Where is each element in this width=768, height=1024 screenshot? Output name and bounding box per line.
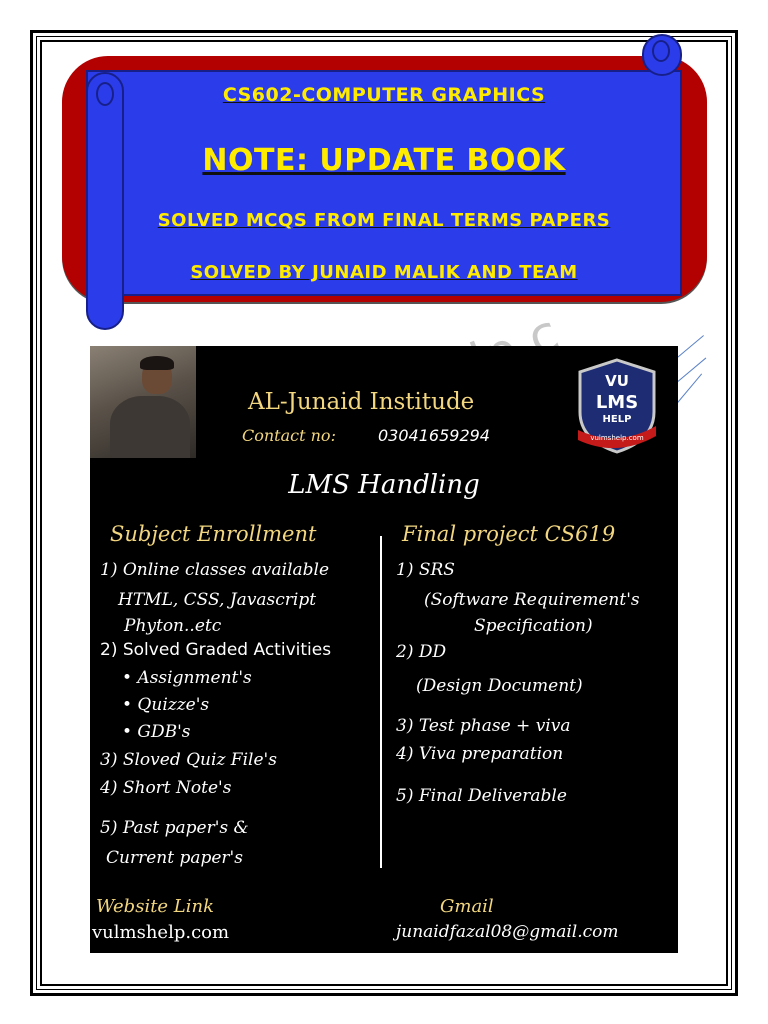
institute-name: AL-Junaid Institude [248,389,475,415]
list-item: 5) Past paper's & [100,818,249,838]
advertisement-poster [90,346,678,953]
logo-text-lms: LMS [595,392,639,413]
list-item: (Design Document) [416,676,583,696]
contact-label: Contact no: [242,426,336,445]
contact-number: 03041659294 [378,426,490,445]
scroll-roll-left [86,72,124,330]
list-item: 5) Final Deliverable [396,786,567,806]
banner-subtitle: SOLVED MCQS FROM FINAL TERMS PAPERS [157,210,611,231]
person-photo [90,346,196,458]
list-item: 2) DD [396,642,447,662]
logo-text-help: HELP [602,414,632,425]
gmail-address[interactable]: junaidfazal08@gmail.com [396,922,619,942]
list-item: 4) Viva preparation [396,744,564,764]
left-column-title: Subject Enrollment [110,522,317,546]
vu-lms-help-logo [574,356,660,456]
list-item: (Software Requirement's [424,590,640,610]
column-divider [380,536,382,868]
list-item: 3) Sloved Quiz File's [100,750,277,770]
photo-body [110,396,190,458]
list-item: 4) Short Note's [100,778,232,798]
list-item: 3) Test phase + viva [396,716,571,736]
logo-url: vulmshelp.com [590,434,644,442]
list-item: Phyton..etc [124,616,222,636]
logo-text-vu: VU [605,372,629,390]
list-item: Current paper's [106,848,243,868]
right-column-title: Final project CS619 [402,522,616,546]
photo-hair [140,356,174,370]
list-item: • Assignment's [122,668,252,688]
banner-credit: SOLVED BY JUNAID MALIK AND TEAM [190,262,578,283]
poster-heading: LMS Handling [288,470,480,500]
gmail-label: Gmail [440,896,494,917]
list-item: HTML, CSS, Javascript [118,590,317,610]
list-item: 1) SRS [396,560,455,580]
scroll-curl-right [652,40,670,62]
course-title: CS602-COMPUTER GRAPHICS [222,84,546,106]
list-item: 1) Online classes available [100,560,330,580]
note-heading: NOTE: UPDATE BOOK [202,143,566,178]
website-link[interactable]: vulmshelp.com [92,922,230,943]
list-item: • Quizze's [122,695,210,715]
list-item: Specification) [474,616,593,636]
list-item: • GDB's [122,722,191,742]
website-label: Website Link [96,896,215,917]
list-item: 2) Solved Graded Activities [100,640,332,660]
